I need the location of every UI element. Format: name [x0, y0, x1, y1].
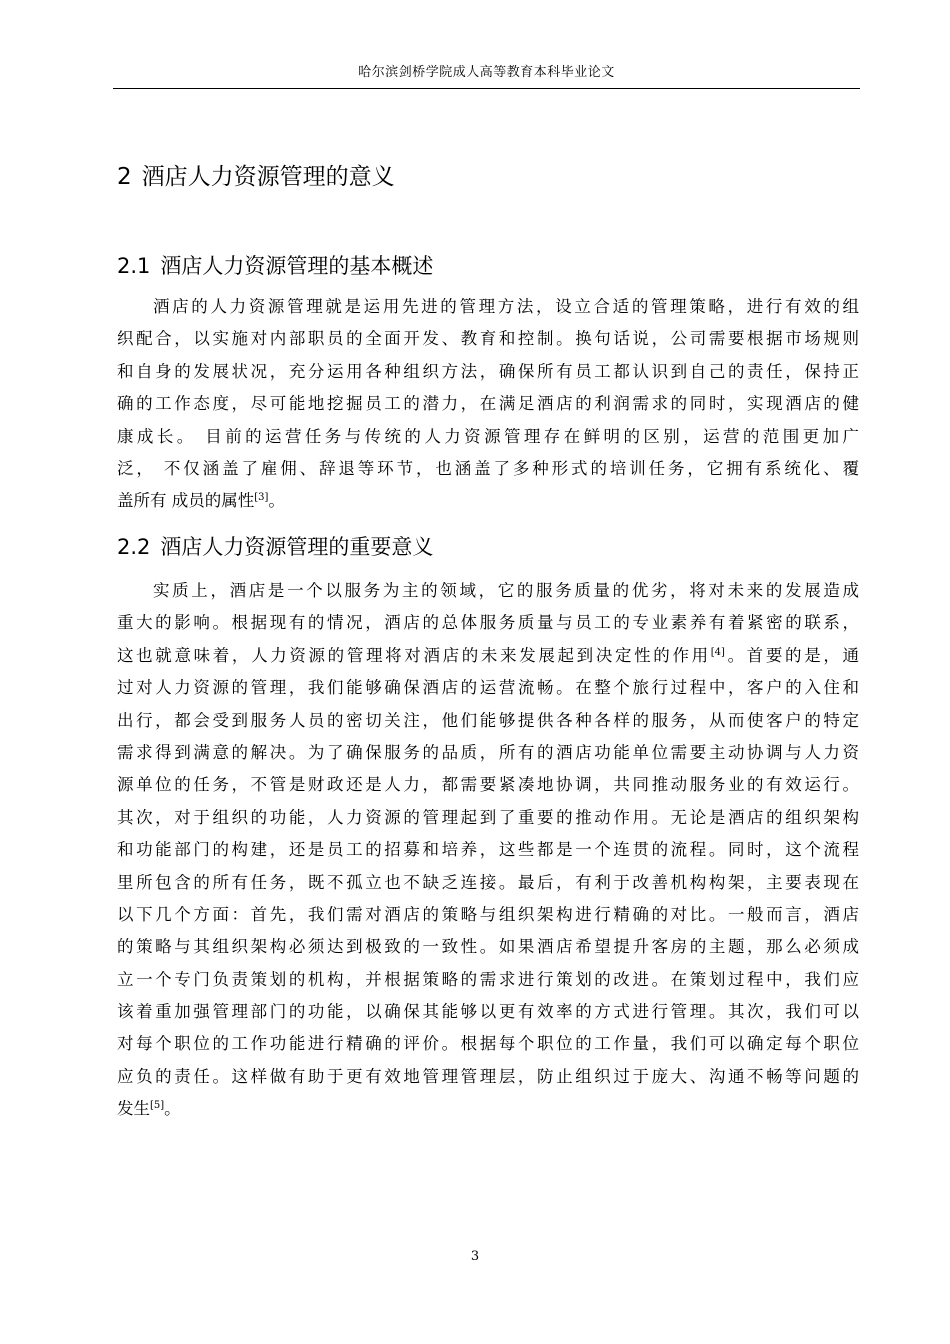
text-line: 立一个专门负责策划的机构，并根据策略的需求进行策划的改进。在策划过程中，我们应	[117, 969, 859, 989]
chapter-number: 2	[117, 164, 132, 190]
section-heading-2-1	[117, 250, 433, 282]
text-line: 过对人力资源的管理，我们能够确保酒店的运营流畅。在整个旅行过程中，客户的入住和	[117, 678, 859, 698]
text-line: 织配合，以实施对内部职员的全面开发、教育和控制。换句话说，公司需要根据市场规则	[117, 329, 859, 349]
text-line-last	[117, 485, 859, 517]
section-number: 2.2	[117, 535, 151, 559]
text-fragment: 。首要的是，通	[724, 645, 860, 665]
text-fragment: 发生	[117, 1099, 150, 1119]
citation-3: [3]	[254, 492, 269, 504]
section-number: 2.1	[117, 254, 151, 278]
text-line: 的策略与其组织架构必须达到极致的一致性。如果酒店希望提升客房的主题，那么必须成	[117, 937, 859, 957]
citation-4: [4]	[710, 646, 725, 658]
text-line: 和自身的发展状况，充分运用各种组织方法，确保所有员工都认识到自己的责任，保持正	[117, 361, 859, 381]
text-line: 康成长。 目前的运营任务与传统的人力资源管理存在鲜明的区别，运营的范围更加广	[117, 426, 859, 446]
paragraph-2-2	[117, 575, 859, 1126]
text-line: 泛， 不仅涵盖了雇佣、辞退等环节，也涵盖了多种形式的培训任务，它拥有系统化、覆	[117, 458, 859, 478]
text-line: 以下几个方面：首先，我们需对酒店的策略与组织架构进行精确的对比。一般而言，酒店	[117, 904, 859, 924]
paragraph-2-1	[117, 291, 859, 518]
section-heading-2-2	[117, 531, 433, 563]
text-fragment: 。	[164, 1099, 181, 1119]
text-line: 出行，都会受到服务人员的密切关注，他们能够提供各种各样的服务，从而使客户的特定	[117, 710, 859, 730]
text-line: 和功能部门的构建，还是员工的招募和培养，这些都是一个连贯的流程。同时，这个流程	[117, 840, 859, 860]
text-line: 重大的影响。根据现有的情况，酒店的总体服务质量与员工的专业素养有着紧密的联系，	[117, 613, 859, 633]
citation-5: [5]	[150, 1100, 165, 1112]
text-line: 酒店的人力资源管理就是运用先进的管理方法，设立合适的管理策略，进行有效的组	[153, 297, 859, 316]
section-title-text: 酒店人力资源管理的基本概述	[160, 254, 434, 278]
text-line: 对每个职位的工作功能进行精确的评价。根据每个职位的工作量，我们可以确定每个职位	[117, 1034, 859, 1054]
section-title-text: 酒店人力资源管理的重要意义	[160, 535, 434, 559]
text-line: 该着重加强管理部门的功能，以确保其能够以更有效率的方式进行管理。其次，我们可以	[117, 1002, 859, 1022]
chapter-title	[117, 160, 395, 194]
text-line: 确的工作态度，尽可能地挖掘员工的潜力，在满足酒店的利润需求的同时，实现酒店的健	[117, 394, 859, 414]
text-line: 应负的责任。这样做有助于更有效地管理管理层，防止组织过于庞大、沟通不畅等问题的	[117, 1066, 859, 1086]
page-number: 3	[470, 1249, 480, 1264]
text-line: 实质上，酒店是一个以服务为主的领域，它的服务质量的优劣，将对未来的发展造成	[153, 581, 859, 600]
text-line-with-citation	[117, 640, 859, 672]
text-fragment: 盖所有 成员的属性	[117, 491, 255, 511]
header-rule	[113, 88, 860, 89]
text-line: 需求得到满意的解决。为了确保服务的品质，所有的酒店功能单位需要主动协调与人力资	[117, 742, 859, 762]
running-header: 哈尔滨剑桥学院成人高等教育本科毕业论文	[358, 65, 615, 80]
text-line-last	[117, 1093, 859, 1125]
text-line: 源单位的任务，不管是财政还是人力，都需要紧凑地协调，共同推动服务业的有效运行。	[117, 775, 859, 795]
text-line: 其次，对于组织的功能，人力资源的管理起到了重要的推动作用。无论是酒店的组织架构	[117, 807, 859, 827]
text-fragment: 这也就意味着，人力资源的管理将对酒店的未来发展起到决定性的作用	[117, 645, 711, 665]
text-fragment: 。	[268, 491, 285, 511]
chapter-title-text: 酒店人力资源管理的意义	[141, 164, 395, 190]
text-line: 里所包含的所有任务，既不孤立也不缺乏连接。最后，有利于改善机构构架，主要表现在	[117, 872, 859, 892]
